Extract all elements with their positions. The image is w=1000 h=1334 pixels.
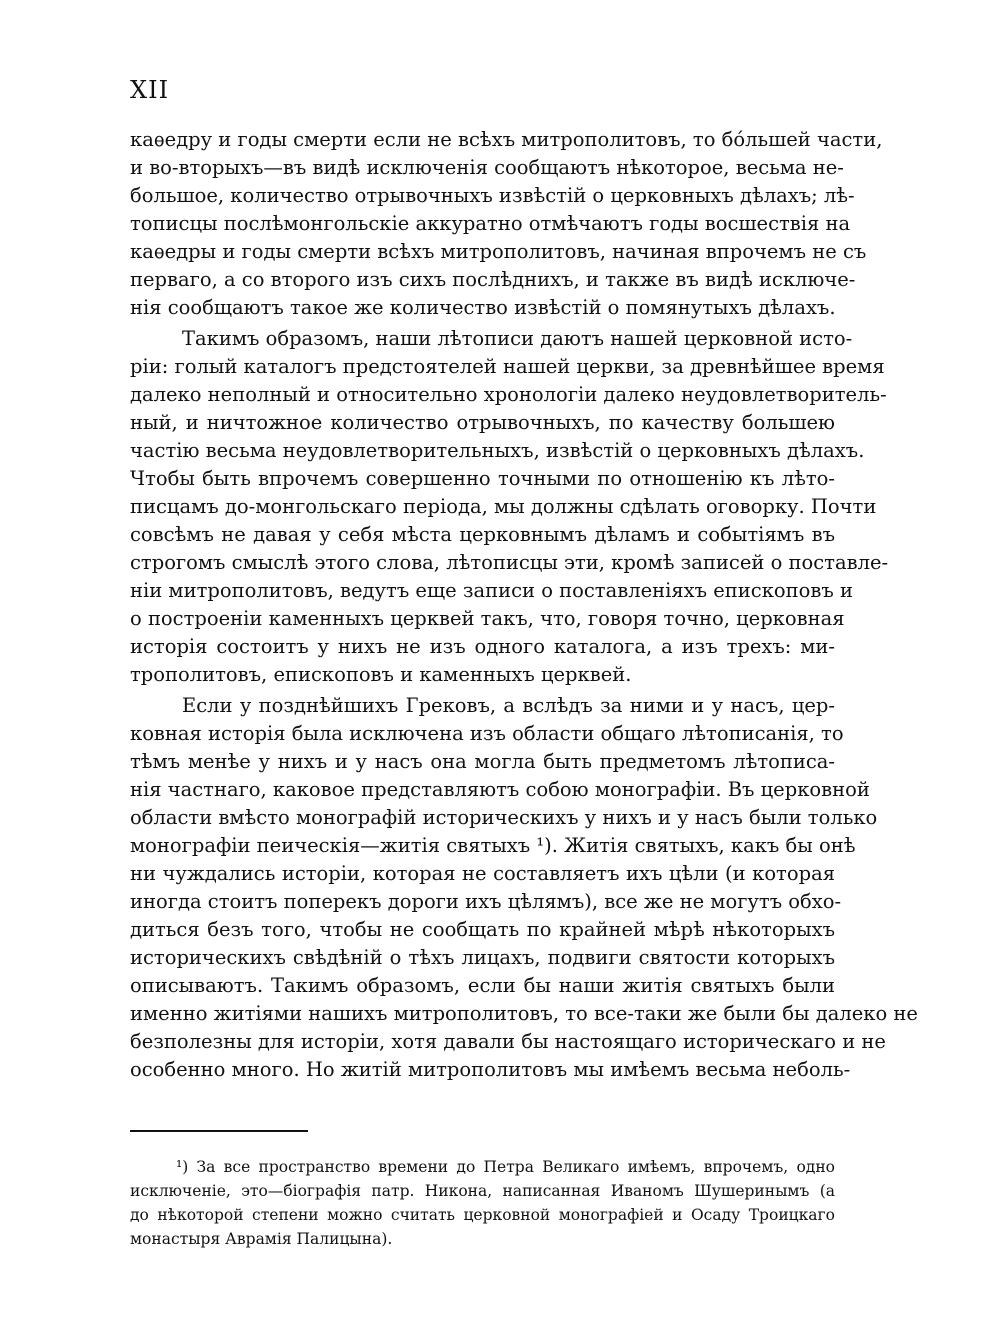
body-line: Если у позднѣйшихъ Грековъ, а вслѣдъ за ними и у насъ, цер- bbox=[182, 694, 835, 717]
body-line: Такимъ образомъ, наши лѣтописи даютъ нашей церковной исто- bbox=[182, 327, 853, 350]
body-line: тѣмъ менѣе у нихъ и у насъ она могла быть предметомъ лѣтописа- bbox=[130, 750, 835, 773]
body-line: о построеніи каменныхъ церквей такъ, что, говоря точно, церковная bbox=[130, 607, 845, 630]
body-line: тописцы послѣмонгольскіе аккуратно отмѣчаютъ годы восшествія на bbox=[130, 212, 851, 235]
body-line: диться безъ того, чтобы не сообщать по крайней мѣрѣ нѣкоторыхъ bbox=[130, 918, 835, 941]
body-line: ковная исторія была исключена изъ области общаго лѣтописанія, то bbox=[130, 722, 844, 745]
footnote-rule bbox=[130, 1130, 308, 1132]
body-line: ный, и ничтожное количество отрывочныхъ, по качеству большею bbox=[130, 411, 835, 434]
footnote-line: до нѣкоторой степени можно считать церковной монографіей и Осаду Троицкаго bbox=[130, 1206, 835, 1224]
body-line: ніи митрополитовъ, ведутъ еще записи о поставленіяхъ епископовъ и bbox=[130, 579, 853, 602]
body-line: описываютъ. Такимъ образомъ, если бы наши житія святыхъ были bbox=[130, 974, 835, 997]
body-line: каѳедры и годы смерти всѣхъ митрополитовъ, начиная впрочемъ не съ bbox=[130, 240, 867, 263]
body-line: ріи: голый каталогъ предстоятелей нашей церкви, за древнѣйшее время bbox=[130, 355, 885, 378]
body-line: области вмѣсто монографій историческихъ у нихъ и у насъ были только bbox=[130, 806, 878, 829]
body-line: нія сообщаютъ такое же количество извѣстій о помянутыхъ дѣлахъ. bbox=[130, 296, 836, 319]
body-line: исторія состоитъ у нихъ не изъ одного каталога, а изъ трехъ: ми- bbox=[130, 635, 835, 658]
body-line: нія частнаго, каковое представляютъ собою монографіи. Въ церковной bbox=[130, 778, 870, 801]
body-line: иногда стоитъ поперекъ дороги ихъ цѣлямъ), все же не могутъ обхо- bbox=[130, 890, 842, 913]
body-line: трополитовъ, епископовъ и каменныхъ церквей. bbox=[130, 663, 632, 686]
body-line: историческихъ свѣдѣній о тѣхъ лицахъ, подвиги святости которыхъ bbox=[130, 946, 835, 969]
body-line: особенно много. Но житій митрополитовъ мы имѣемъ весьма неболь- bbox=[130, 1058, 851, 1081]
body-line: монографіи пеическія—житія святыхъ ¹). Житія святыхъ, какъ бы онѣ bbox=[130, 834, 856, 857]
body-line: частію весьма неудовлетворительныхъ, извѣстій о церковныхъ дѣлахъ. bbox=[130, 439, 865, 462]
body-line: каѳедру и годы смерти если не всѣхъ митрополитовъ, то бо́льшей части, bbox=[130, 128, 883, 151]
page-number: XII bbox=[130, 76, 170, 104]
body-line: строгомъ смыслѣ этого слова, лѣтописцы эти, кромѣ записей о поставле- bbox=[130, 551, 889, 574]
body-line: далеко неполный и относительно хронологіи далеко неудовлетворитель- bbox=[130, 383, 887, 406]
body-line: совсѣмъ не давая у себя мѣста церковнымъ дѣламъ и событіямъ въ bbox=[130, 523, 835, 546]
body-line: большое, количество отрывочныхъ извѣстій о церковныхъ дѣлахъ; лѣ- bbox=[130, 184, 855, 207]
body-line: перваго, а со второго изъ сихъ послѣднихъ, и также въ видѣ исключе- bbox=[130, 268, 856, 291]
footnote-line: монастыря Аврамія Палицына). bbox=[130, 1230, 393, 1248]
footnote-line: исключеніе, это—біографія патр. Никона, написанная Иваномъ Шушеринымъ (а bbox=[130, 1182, 835, 1200]
footnote-line: ¹) За все пространство времени до Петра Великаго имѣемъ, впрочемъ, одно bbox=[176, 1158, 835, 1176]
body-line: безполезны для исторіи, хотя давали бы настоящаго историческаго и не bbox=[130, 1030, 886, 1053]
body-line: и во-вторыхъ—въ видѣ исключенія сообщаютъ нѣкоторое, весьма не- bbox=[130, 156, 844, 179]
body-line: именно житіями нашихъ митрополитовъ, то все-таки же были бы далеко не bbox=[130, 1002, 918, 1025]
body-line: ни чуждались исторіи, которая не составляетъ ихъ цѣли (и которая bbox=[130, 862, 835, 885]
body-line: писцамъ до-монгольскаго періода, мы должны сдѣлать оговорку. Почти bbox=[130, 495, 877, 518]
body-line: Чтобы быть впрочемъ совершенно точными по отношенію къ лѣто- bbox=[130, 467, 835, 490]
